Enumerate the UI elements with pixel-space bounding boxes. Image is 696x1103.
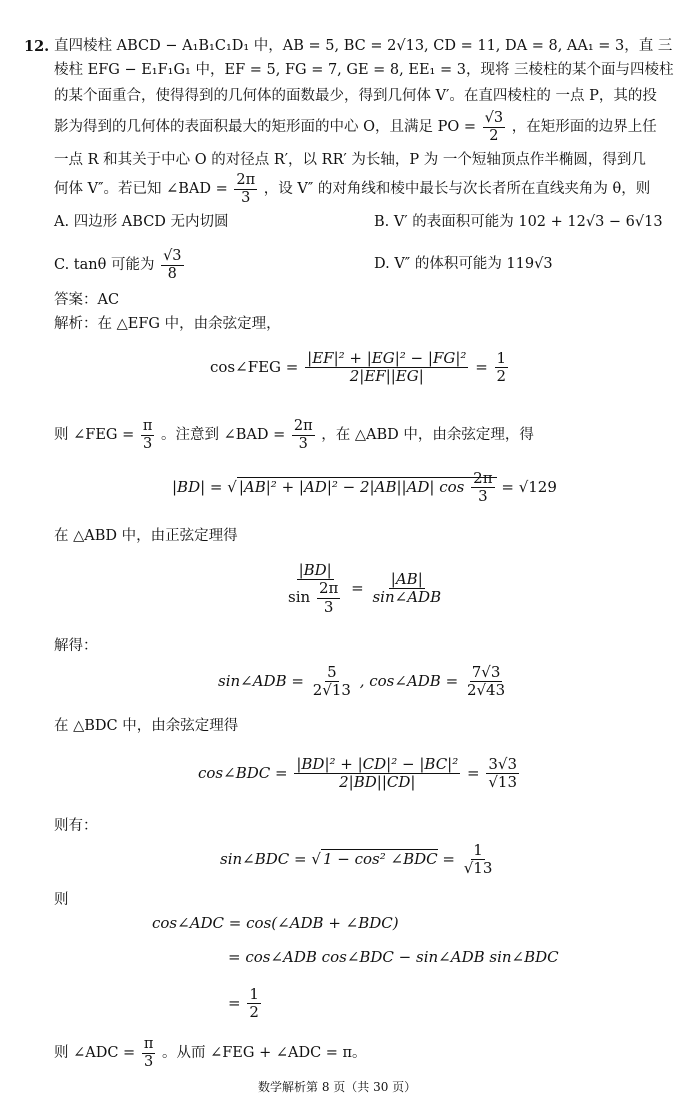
solve-label: 解得： — [54, 638, 98, 654]
option-d: D. V″ 的体积可能为 119√3 — [374, 256, 553, 272]
analysis-intro: 解析：在 △EFG 中，由余弦定理， — [54, 316, 281, 332]
equation-cos-feg: cos∠FEG = $\frac{\text{|EF|² + |EG|² − |FG|²}}{2|EF||EG|}$ = $\frac{1}{2}$ — [210, 349, 507, 386]
question-line-1: 直四棱柱 ABCD − A₁B₁C₁D₁ 中，AB = 5, BC = 2√13, CD = 11, DA = 8, AA₁ = 3，直 三 — [54, 38, 673, 54]
page-footer: 数学解析第 8 页（共 30 页） — [258, 1080, 417, 1094]
equation-cos-adc-3: = $\frac{1}{2}$ — [228, 985, 259, 1022]
then-feg-line: 则 ∠FEG = $\frac{\pi}{3}$ 。注意到 ∠BAD = $\frac{2\pi}{3}$ ，在 △ABD 中，由余弦定理，得 — [54, 418, 534, 452]
equation-cos-bdc: cos∠BDC = $\frac{\text{|BD|² + |CD|² − |BC|²}}{2|BD||CD|}$ = $\frac{3√3}{√13}$ — [198, 755, 518, 792]
question-line-4: 影为得到的几何体的表面积最大的矩形面的中心 O，且满足 PO = $\frac{√3}{2}$ ，在矩形面的边界上任 — [54, 110, 657, 144]
then-have-label: 则有： — [54, 818, 98, 834]
sine-law-line: 在 △ABD 中，由正弦定理得 — [54, 528, 238, 544]
then-label: 则 — [54, 892, 69, 908]
option-c: C. tanθ 可能为 $\frac{√3}{8}$ — [54, 248, 182, 282]
equation-sine-law: |BD| sin $\frac{2\pi}{3}$ = $\frac{|AB|}{\text{sin∠ADB}}$ — [288, 561, 442, 616]
option-c-fraction: $\frac{√3}{8}$ — [163, 248, 182, 282]
angle-fraction: $\frac{2\pi}{3}$ — [236, 172, 256, 206]
option-b: B. V′ 的表面积可能为 102 + 12√3 − 6√13 — [374, 214, 663, 230]
equation-cos-adc-1: cos∠ADC = cos(∠ADB + ∠BDC) — [152, 914, 399, 932]
question-number: 12. — [24, 38, 50, 55]
po-fraction: $\frac{√3}{2}$ — [484, 110, 504, 144]
answer-line: 答案：AC — [54, 292, 120, 308]
option-a: A. 四边形 ABCD 无内切圆 — [54, 214, 229, 230]
bdc-line: 在 △BDC 中，由余弦定理得 — [54, 718, 239, 734]
equation-cos-adc-2: = cos∠ADB cos∠BDC − sin∠ADB sin∠BDC — [228, 948, 559, 966]
equation-bd: |BD| = √ |AB|² + |AD|² − 2|AB||AD| cos $\frac{2\pi}{3}$ = √129 — [172, 469, 557, 506]
question-line-5: 一点 R 和其关于中心 O 的对径点 R′，以 RR′ 为长轴，P 为 一个短轴顶点作半椭圆，得到几 — [54, 152, 646, 168]
conclusion-line: 则 ∠ADC = $\frac{\pi}{3}$ 。从而 ∠FEG + ∠ADC = π。 — [54, 1036, 367, 1070]
equation-sin-bdc: sin∠BDC = √ 1 − cos² ∠BDC = $\frac{1}{√13}$ — [220, 841, 493, 878]
equation-adb: sin∠ADB = $\frac{5}{2√13}$ , cos∠ADB = $\frac{7√3}{2√43}$ — [218, 663, 506, 700]
question-line-3: 的某个面重合，使得得到的几何体的面数最少，得到几何体 V′。在直四棱柱的 一点 P，其的投 — [54, 88, 657, 104]
question-line-6: 何体 V″。若已知 ∠BAD = $\frac{2\pi}{3}$ ，设 V″ 的对角线和棱中最长与次长者所在直线夹角为 θ，则 — [54, 172, 651, 206]
question-line-2: 棱柱 EFG − E₁F₁G₁ 中，EF = 5, FG = 7, GE = 8, EE₁ = 3，现将 三棱柱的某个面与四棱柱 — [54, 62, 674, 78]
